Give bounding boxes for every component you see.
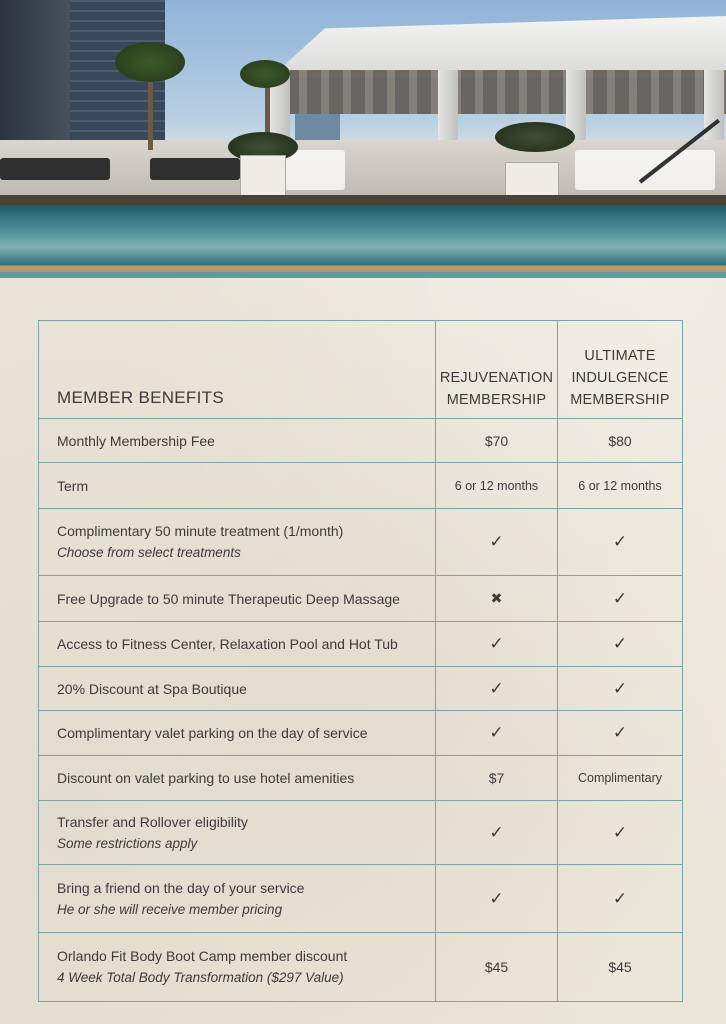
benefit-label: Transfer and Rollover eligibility: [57, 813, 248, 830]
rejuvenation-membership-heading: REJUVENATION MEMBERSHIP: [436, 321, 558, 419]
checkmark-icon: ✓: [558, 667, 683, 711]
checkmark-icon: ✓: [436, 711, 558, 756]
benefit-label: Orlando Fit Body Boot Camp member discount: [57, 948, 348, 964]
rejuvenation-value: $70: [436, 419, 558, 463]
palm-tree: [115, 42, 185, 82]
table-row: [39, 865, 683, 933]
benefit-note: Choose from select treatments: [57, 545, 241, 560]
table-row: [39, 801, 683, 865]
building-silhouette: [0, 0, 70, 140]
palm-trunk: [265, 80, 270, 140]
benefit-note: He or she will receive member pricing: [57, 901, 283, 917]
topiary: [495, 122, 575, 152]
benefit-label-cell: [39, 622, 436, 667]
ultimate-indulgence-membership-heading: ULTIMATE INDULGENCE MEMBERSHIP: [558, 321, 683, 419]
table-row: [39, 576, 683, 622]
benefit-label-cell: [39, 667, 436, 711]
checkmark-icon: ✓: [558, 865, 683, 933]
benefit-label-cell: [39, 576, 436, 622]
checkmark-icon: ✓: [558, 801, 683, 865]
table-row: [39, 933, 683, 1002]
benefit-label: Discount on valet parking to use hotel amenities: [57, 770, 355, 786]
checkmark-icon: ✓: [558, 711, 683, 756]
palm-trunk: [148, 70, 153, 150]
palm-tree: [240, 60, 290, 88]
benefit-label: Monthly Membership Fee: [57, 432, 215, 449]
benefit-label: Term: [57, 477, 89, 494]
benefit-label-cell: [39, 933, 436, 1002]
benefit-label-cell: [39, 509, 436, 576]
checkmark-icon: ✓: [436, 667, 558, 711]
benefit-label: 20% Discount at Spa Boutique: [57, 680, 247, 697]
table-row: [39, 509, 683, 576]
ultimate-value: $80: [558, 419, 683, 463]
patio-furniture: [285, 150, 345, 190]
ultimate-value: 6 or 12 months: [558, 463, 683, 509]
checkmark-icon: ✓: [436, 801, 558, 865]
benefit-label-cell: [39, 801, 436, 865]
table-row: [39, 622, 683, 667]
benefit-label-cell: [39, 419, 436, 463]
membership-benefits-table: [38, 320, 683, 1002]
rejuvenation-value: $45: [436, 933, 558, 1002]
member-benefits-heading: MEMBER BENEFITS: [39, 321, 436, 419]
table-row: [39, 667, 683, 711]
checkmark-icon: ✓: [558, 622, 683, 667]
decorative-band-teal: [0, 272, 726, 278]
ultimate-value: Complimentary: [558, 756, 683, 801]
rejuvenation-value: $7: [436, 756, 558, 801]
table-row: [39, 756, 683, 801]
checkmark-icon: ✓: [436, 622, 558, 667]
benefit-label-cell: [39, 711, 436, 756]
benefit-label-cell: [39, 865, 436, 933]
checkmark-icon: ✓: [558, 576, 683, 622]
table-row: [39, 711, 683, 756]
pool-water: [0, 205, 726, 265]
ultimate-value: $45: [558, 933, 683, 1002]
table-row: [39, 463, 683, 509]
table-header-row: [39, 321, 683, 419]
rooftop-pool-photo: [0, 0, 726, 266]
benefit-label: Complimentary valet parking on the day of service: [57, 725, 368, 741]
checkmark-icon: ✓: [436, 865, 558, 933]
cross-icon: ✖: [436, 576, 558, 622]
benefit-note: Some restrictions apply: [57, 835, 198, 851]
lounge-chairs: [150, 158, 240, 180]
benefit-label: Access to Fitness Center, Relaxation Pool and Hot Tub: [57, 636, 398, 652]
benefit-label-cell: [39, 756, 436, 801]
rejuvenation-value: 6 or 12 months: [436, 463, 558, 509]
benefit-note: 4 Week Total Body Transformation ($297 Value): [57, 970, 344, 985]
cabana-canopy: [270, 16, 726, 78]
checkmark-icon: ✓: [558, 509, 683, 576]
lounge-chairs: [0, 158, 110, 180]
canopy-drape: [285, 70, 726, 114]
benefit-label: Free Upgrade to 50 minute Therapeutic Deep Massage: [57, 590, 400, 607]
patio-furniture: [575, 150, 715, 190]
checkmark-icon: ✓: [436, 509, 558, 576]
benefit-label-cell: [39, 463, 436, 509]
table-row: [39, 419, 683, 463]
pool-edge: [0, 195, 726, 205]
benefit-label: Bring a friend on the day of your service: [57, 879, 305, 896]
benefit-label: Complimentary 50 minute treatment (1/month): [57, 523, 344, 539]
benefits-table-container: [38, 320, 682, 1002]
